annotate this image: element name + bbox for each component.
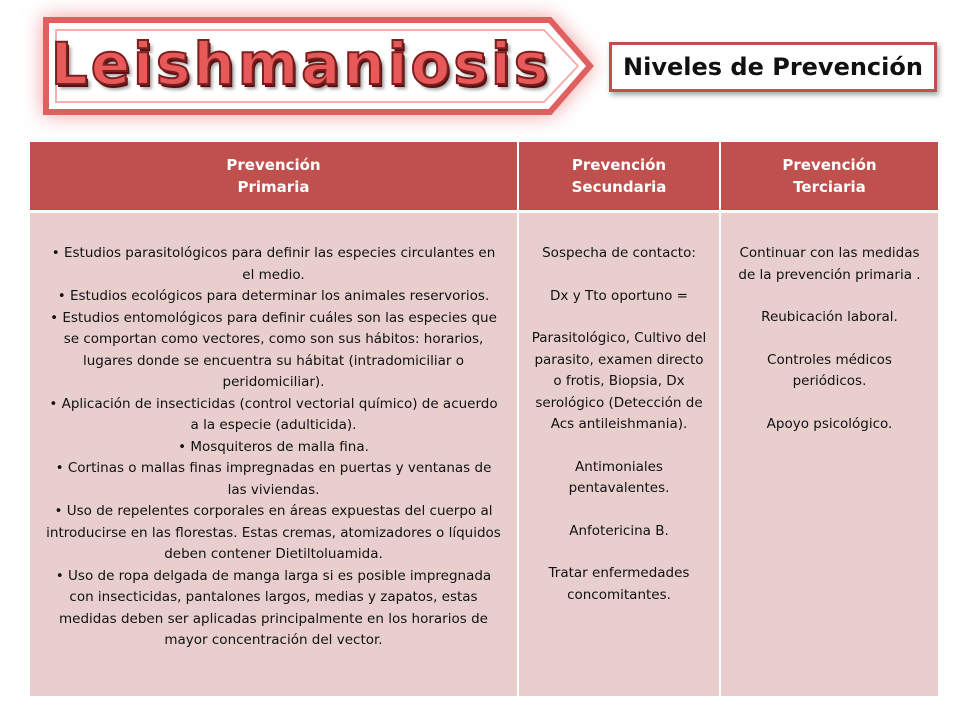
- secundaria-item: Tratar enfermedades concomitantes.: [548, 565, 690, 603]
- secundaria-item: Anfotericina B.: [569, 522, 669, 539]
- page-title: Leishmaniosis: [50, 30, 552, 98]
- primaria-item: • Estudios entomológicos para definir cuáles son las especies que se comportan como vectores, como son sus hábitos: horarios, lugares donde se encuentra su hábitat (intradomiciliar o peridomiciliar).: [50, 309, 497, 390]
- table-header-row: [30, 142, 938, 212]
- header-terciaria-line1: Prevención: [782, 156, 877, 174]
- header-primaria: [30, 142, 518, 212]
- terciaria-item: Apoyo psicológico.: [766, 415, 893, 432]
- terciaria-item: Reubicación laboral.: [761, 309, 898, 325]
- header-primaria-line2: Primaria: [237, 178, 310, 196]
- primaria-item: • Uso de repelentes corporales en áreas expuestas del cuerpo al introducirse en las florestas. Estas cremas, atomizadores o líquidos deben contener Dietiltoluamida.: [46, 503, 501, 562]
- primaria-item: • Cortinas o mallas finas impregnadas en puertas y ventanas de las viviendas.: [55, 460, 492, 498]
- header-secundaria-line2: Secundaria: [571, 178, 667, 196]
- terciaria-item: Continuar con las medidas de la prevención primaria .: [738, 245, 921, 283]
- table-body-row: [30, 212, 938, 697]
- cell-terciaria: [720, 212, 938, 697]
- subtitle-text: Niveles de Prevención: [623, 53, 923, 81]
- terciaria-item: Controles médicos periódicos.: [767, 351, 892, 389]
- secundaria-item: Sospecha de contacto:: [542, 245, 696, 261]
- subtitle-box: [609, 42, 937, 92]
- header-secundaria-line1: Prevención: [571, 156, 667, 174]
- secundaria-item: Antimoniales pentavalentes.: [568, 458, 670, 496]
- primaria-item: • Estudios parasitológicos para definir las especies circulantes en el medio.: [51, 245, 496, 283]
- secundaria-item: Parasitológico, Cultivo del parasito, examen directo o frotis, Biopsia, Dx serológico (Detección de Acs antileishmania).: [531, 330, 707, 432]
- header-primaria-line1: Prevención: [226, 156, 321, 174]
- primaria-item: • Mosquiteros de malla fina.: [178, 438, 369, 455]
- primaria-item: • Aplicación de insecticidas (control vectorial químico) de acuerdo a la especie (adulticida).: [49, 395, 498, 433]
- primaria-item: • Estudios ecológicos para determinar los animales reservorios.: [57, 288, 490, 304]
- header-terciaria: [720, 142, 938, 212]
- cell-primaria: [30, 212, 518, 697]
- header-terciaria-line2: Terciaria: [793, 178, 866, 196]
- cell-secundaria: [518, 212, 720, 697]
- secundaria-item: Dx y Tto oportuno =: [550, 287, 688, 304]
- primaria-item: • Uso de ropa delgada de manga larga si es posible impregnada con insecticidas, pantalones largos, medias y zapatos, estas medidas deben ser aplicadas principalmente en los horarios de mayor concentración del vector.: [55, 567, 492, 648]
- prevention-table: [30, 142, 938, 696]
- header-secundaria: [518, 142, 720, 212]
